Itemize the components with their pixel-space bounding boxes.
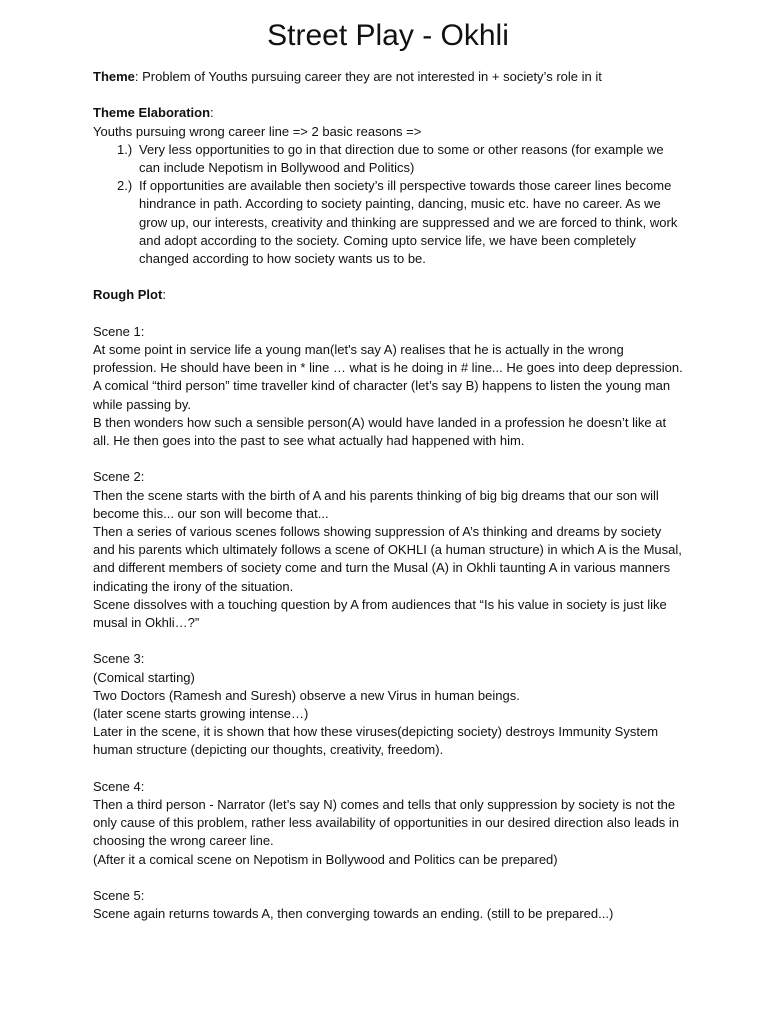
rough-plot-heading: Rough Plot: [93,287,166,303]
spacer [93,305,683,323]
reason-text: Very less opportunities to go in that direction due to some or other reasons (for example we can include Nepotism in Bollywood and Politics) [139,141,664,175]
scene-line: (Comical starting) [93,669,195,685]
scene-block [93,468,683,632]
scene-block [93,323,683,450]
scene-heading: Scene 2: [93,469,145,485]
scene-block [93,887,683,923]
theme-elaboration-intro: Youths pursuing wrong career line => 2 basic reasons => [93,123,422,139]
reason-item [93,141,683,177]
spacer [93,632,683,650]
document-page [93,16,683,923]
spacer [93,450,683,468]
scene-block [93,778,683,869]
spacer [93,869,683,887]
scene-line: A comical “third person” time traveller kind of character (let’s say B) happens to listen the young man while passing by. [93,378,671,412]
spacer [93,760,683,778]
rough-plot-label: Rough Plot [93,287,163,303]
scene-heading: Scene 5: [93,888,145,904]
reason-item [93,177,683,268]
reasons-list [93,141,683,268]
scene-heading: Scene 4: [93,778,145,794]
reason-number: 1.) [117,141,133,157]
scene-heading: Scene 3: [93,651,145,667]
scene-line: Then a third person - Narrator (let’s say N) comes and tells that only suppression by society is not the only cause of this problem, rather less availability of opportunities in our desired direction also leads in choosing the wrong career line. [93,797,680,849]
theme-paragraph [93,68,683,86]
scene-line: Scene again returns towards A, then converging towards an ending. (still to be prepared...) [93,906,614,922]
scene-line: At some point in service life a young man(let's say A) realises that he is actually in the wrong profession. He should have been in * line … what is he doing in # line... He goes into deep depression. [93,342,683,376]
theme-label: Theme [93,69,135,84]
scene-line: (After it a comical scene on Nepotism in Bollywood and Politics can be prepared) [93,851,558,867]
spacer [93,86,683,104]
scene-line: Later in the scene, it is shown that how these viruses(depicting society) destroys Immunity System human structure (depicting our thoughts, creativity, freedom). [93,724,659,758]
document-title: Street Play - Okhli [267,19,509,52]
theme-elaboration-label: Theme Elaboration [93,105,211,121]
reason-text: If opportunities are available then society’s ill perspective towards those career lines become hindrance in path. According to society painting, dancing, music etc. have no career. As we grow up, our interests, creativity and thinking are suppressed and we are forced to think, work and adopt according to the society. Coming upto service life, we have been completely changed according to how society wants us to be. [139,178,678,267]
scene-line: (later scene starts growing intense…) [93,706,309,722]
spacer [93,268,683,286]
scene-line: Then a series of various scenes follows showing suppression of A’s thinking and dreams by society and his parents which ultimately follows a scene of OKHLI (a human structure) in which A is the Musal, and different members of society come and turn the Musal (A) in Okhli taunting A in various manners indicating the irony of the situation. [93,524,682,594]
theme-text: : Problem of Youths pursuing career they are not interested in + society’s role in it [134,69,602,84]
scene-block [93,650,683,759]
scene-line: Scene dissolves with a touching question by A from audiences that “Is his value in society is just like musal in Okhli…?” [93,596,667,631]
scene-line: B then wonders how such a sensible person(A) would have landed in a profession he doesn’t like at all. He then goes into the past to see what actually had happened with him. [93,414,667,449]
theme-elaboration-heading: Theme Elaboration: [93,105,214,121]
scene-line: Then the scene starts with the birth of A and his parents thinking of big big dreams that our son will become this... our son will become that... [93,487,659,521]
scene-heading: Scene 1: [93,323,145,339]
scene-line: Two Doctors (Ramesh and Suresh) observe a new Virus in human beings. [93,687,520,703]
reason-number: 2.) [117,178,133,194]
